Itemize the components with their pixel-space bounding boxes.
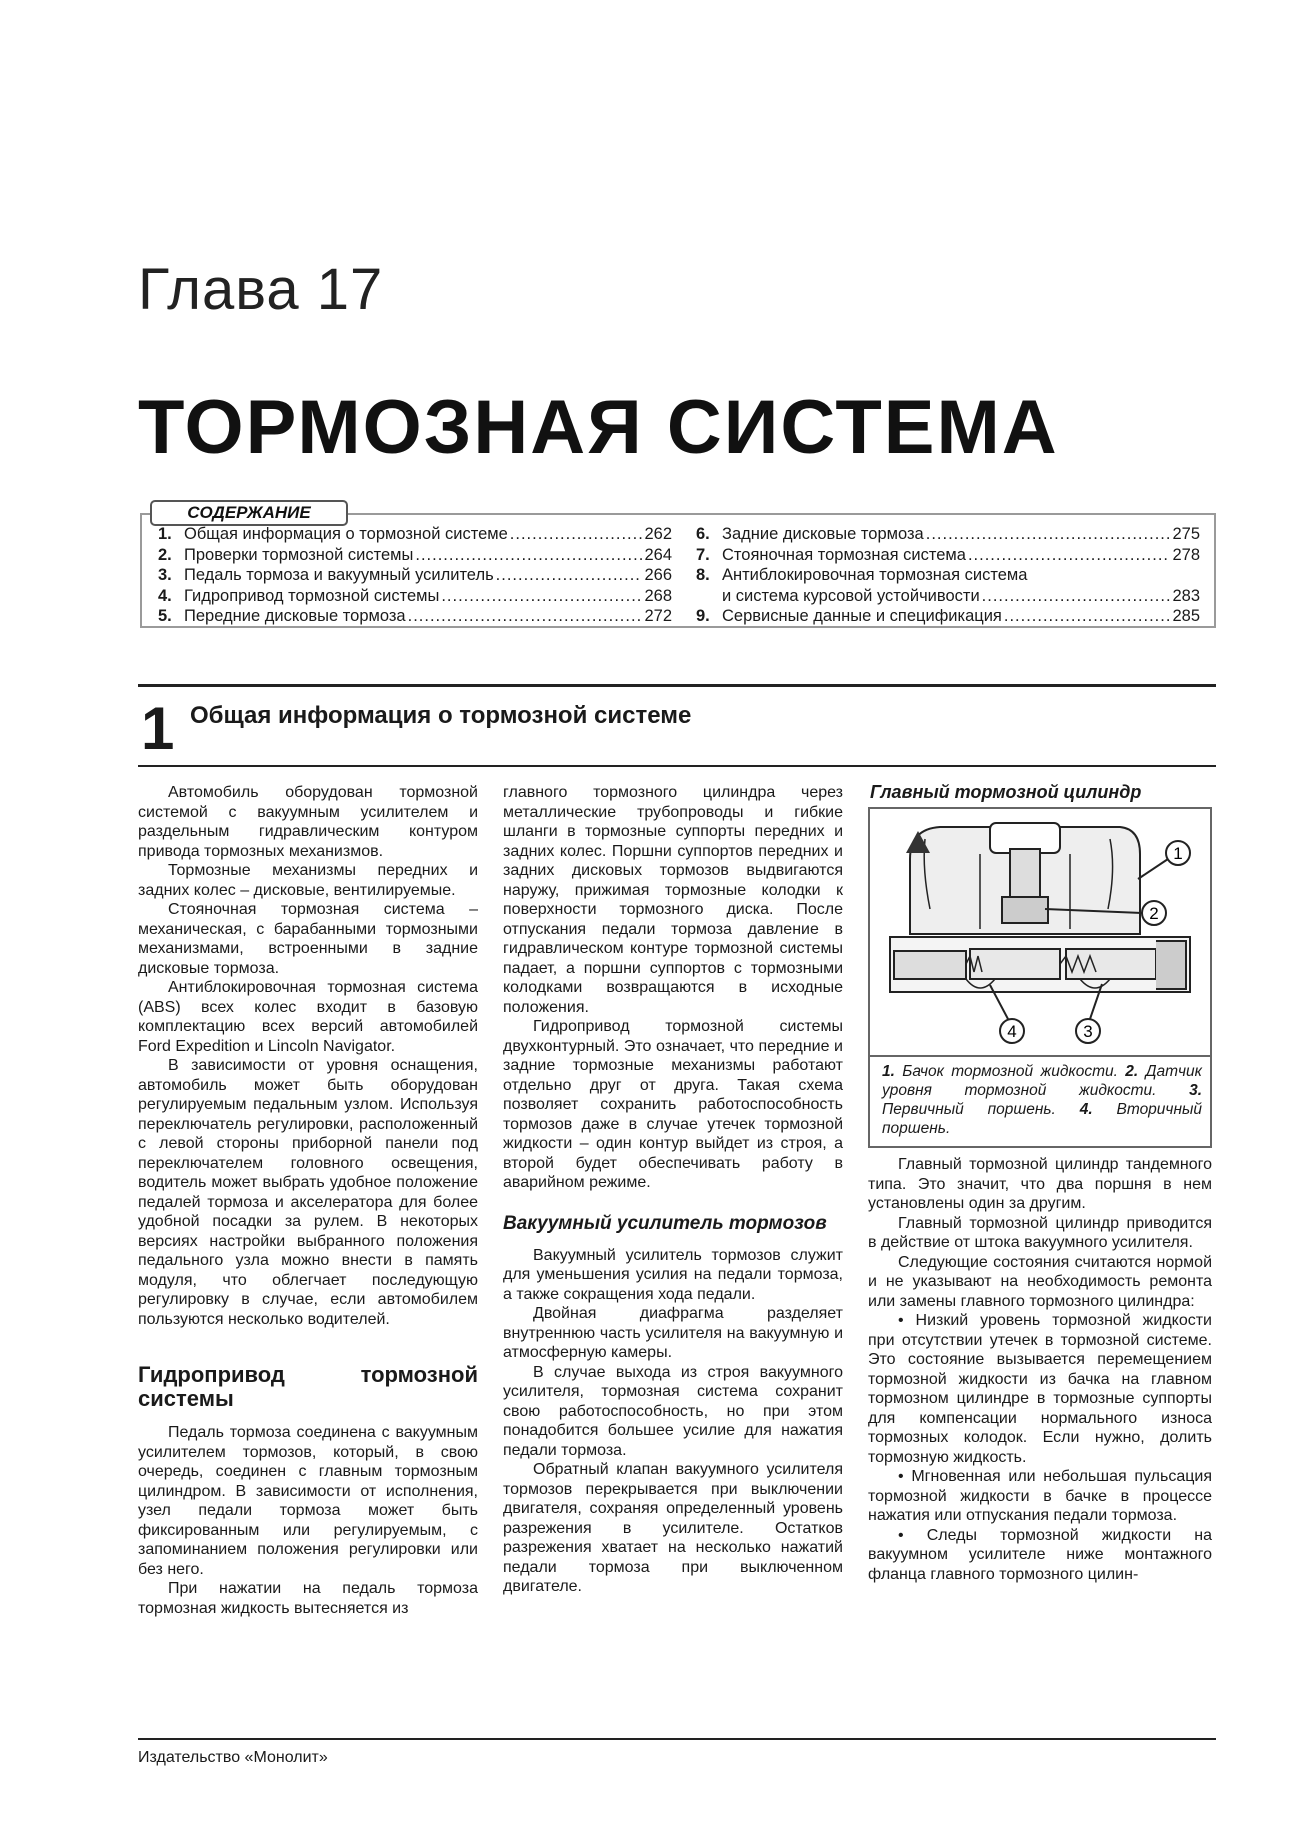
toc-leader: [415, 545, 642, 566]
paragraph: Стояночная тормозная система – механическая, с барабанными тормозными механизмами, встроенными в задние дисковые тормоза.: [138, 901, 478, 977]
text-column-1: [138, 783, 478, 1618]
toc-leader: [510, 524, 643, 545]
paragraph: Следующие состояния считаются нормой и не указывают на необходимость ремонта или замены главного тормозного цилиндра:: [868, 1253, 1212, 1310]
toc-right-column: [696, 524, 1200, 627]
toc-item-title: Проверки тормозной системы: [184, 545, 414, 564]
toc-item-number: 9.: [696, 607, 710, 625]
toc-item[interactable]: [696, 606, 1200, 627]
toc-item-title: Антиблокировочная тормозная система: [722, 566, 1028, 584]
bullet-item: • Низкий уровень тормозной жидкости при отсутствии утечек в тормозной системе. Это состояние вызывается перемещением тормозной жидкости из бачка на главном тормозном цилиндре в тормозные суппорты для компенсации нормального износа тормозных колодок. Если нужно, долить тормозную жидкость.: [868, 1312, 1212, 1466]
toc-item-number: 1.: [158, 525, 172, 543]
paragraph: Гидропривод тормозной системы двухконтурный. Это означает, что передние и задние тормозные механизмы работают отдельно друг от друга. Такая схема позволяет сохранить работоспособность тормозов даже в случае утечек тормозной жидкости – один контур выйдет из строя, а второй будет обеспечивать работу в аварийном режиме.: [503, 1018, 843, 1191]
toc-item-page: 268: [644, 586, 672, 605]
toc-item[interactable]: [158, 606, 672, 627]
toc-item-page: 264: [644, 545, 672, 564]
toc-item-number: 6.: [696, 525, 710, 543]
toc-item[interactable]: [158, 565, 672, 586]
callout-3: [1076, 1019, 1100, 1043]
toc-item[interactable]: [158, 524, 672, 545]
toc-item-number: 3.: [158, 566, 172, 584]
bullet-item: • Следы тормозной жидкости на вакуумном усилителе ниже монтажного фланца главного тормозного цилин-: [868, 1526, 1212, 1583]
toc-item-page: 275: [1172, 525, 1200, 543]
caption-text: Вторичный поршень.: [882, 1101, 1203, 1137]
toc-item-title: Передние дисковые тормоза: [184, 607, 406, 625]
paragraph: Вакуумный усилитель тормозов служит для уменьшения усилия на педали тормоза, а также сокращения хода педали.: [503, 1246, 843, 1303]
toc-item-page: 266: [644, 566, 672, 584]
section-number: 1: [141, 695, 175, 762]
subheading-hydraulic-drive: Гидропривод тормозной системы: [138, 1362, 478, 1411]
callout-4: [1000, 1019, 1024, 1043]
callout-1: [1166, 841, 1190, 865]
toc-item-page: 285: [1172, 607, 1200, 625]
toc-header: СОДЕРЖАНИЕ: [150, 500, 348, 526]
figure-divider: [868, 1055, 1212, 1057]
toc-leader: [496, 565, 643, 586]
figure-caption: [882, 1062, 1202, 1138]
toc-item[interactable]: [696, 586, 1200, 607]
toc-item-title: Стояночная тормозная система: [722, 545, 966, 564]
paragraph: Тормозные механизмы передних и задних колес – дисковые, вентилируемые.: [138, 862, 478, 899]
bullet-item: • Мгновенная или небольшая пульсация тормозной жидкости в бачке в процессе нажатия или отпускания педали тормоза.: [868, 1468, 1212, 1524]
section-top-rule: [138, 684, 1216, 687]
subheading-vacuum-booster: Вакуумный усилитель тормозов: [503, 1212, 827, 1234]
caption-number: 3.: [1156, 1082, 1202, 1099]
toc-left-column: [158, 524, 672, 627]
toc-item[interactable]: [696, 545, 1200, 566]
chapter-label: Глава 17: [138, 257, 384, 322]
toc-item[interactable]: [158, 586, 672, 607]
toc-item[interactable]: [158, 545, 672, 566]
toc-leader: [968, 545, 1171, 566]
caption-number: 2.: [1117, 1063, 1139, 1080]
toc-leader: [441, 586, 642, 607]
chapter-title: ТОРМОЗНАЯ СИСТЕМА: [138, 385, 1059, 470]
caption-text: Бачок тормозной жидкости.: [894, 1063, 1118, 1080]
paragraph: Двойная диафрагма разделяет внутреннюю часть усилителя на вакуумную и атмосферную камеры.: [503, 1305, 843, 1361]
toc-item[interactable]: [696, 565, 1200, 586]
toc-item-number: 8.: [696, 566, 710, 584]
master-cylinder-illustration: [870, 809, 1210, 1057]
paragraph: При нажатии на педаль тормоза тормозная жидкость вытесняется из: [138, 1580, 478, 1617]
toc-item-page: 272: [644, 607, 672, 625]
paragraph: В случае выхода из строя вакуумного усилителя, тормозная система сохранит свою работоспособность, но при этом понадобится большее усилие для нажатия педали тормоза.: [503, 1363, 843, 1459]
paragraph: Обратный клапан вакуумного усилителя тормозов перекрывается при выключении двигателя, сохраняя определенный уровень разрежения в усилителе. Остатков разрежения хватает на несколько нажатий педали тормоза при выключенном двигателе.: [503, 1461, 843, 1595]
text-column-2: [503, 783, 843, 1597]
toc-item-number: 2.: [158, 545, 172, 564]
toc-leader: [926, 524, 1171, 545]
svg-text:4: 4: [1007, 1022, 1017, 1041]
toc-leader: [982, 586, 1171, 607]
toc-item-page: 262: [644, 525, 672, 543]
toc-item-number: 7.: [696, 545, 710, 564]
toc-item-title: Сервисные данные и спецификация: [722, 607, 1002, 625]
paragraph: главного тормозного цилиндра через металлические трубопроводы и гибкие шланги в тормозные суппорты передних и задних колес. Поршни суппортов передних и задних дисковых тормозов выдвигаются наружу, прижимая тормозные колодки к поверхности тормозного диска. После отпускания педали тормоза давление в гидравлическом контуре тормозной системы падает, а поршни суппортов с тормозными колодками возвращаются в исходные положения.: [503, 784, 843, 1016]
text-column-3: [868, 1155, 1212, 1584]
toc-item-title: Общая информация о тормозной системе: [184, 525, 508, 543]
toc-item-title: Педаль тормоза и вакуумный усилитель: [184, 566, 494, 584]
paragraph: Педаль тормоза соединена с вакуумным усилителем тормозов, который, в свою очередь, соединен с главным тормозным цилиндром. В зависимости от исполнения, узел педали тормоза может быть фиксированным или регулируемым, с запоминанием положения регулировки или без него.: [138, 1424, 478, 1578]
paragraph: Автомобиль оборудован тормозной системой с вакуумным усилителем и раздельным гидравлическим контуром привода тормозных механизмов.: [138, 784, 478, 860]
toc-item-page: 278: [1172, 545, 1200, 564]
paragraph: Главный тормозной цилиндр приводится в действие от штока вакуумного усилителя.: [868, 1214, 1212, 1251]
toc-item-number: 4.: [158, 586, 172, 605]
toc-leader: [408, 606, 643, 627]
svg-text:2: 2: [1149, 904, 1159, 923]
toc-item-title: Гидропривод тормозной системы: [184, 586, 440, 605]
caption-number: 4.: [1055, 1101, 1093, 1118]
paragraph: Антиблокировочная тормозная система (ABS) всех колес входит в базовую комплектацию всех версий автомобилей Ford Expedition и Lincoln Navigator.: [138, 979, 478, 1055]
paragraph: Главный тормозной цилиндр тандемного типа. Это значит, что два поршня в нем установлены один за другим.: [868, 1156, 1212, 1212]
section-bottom-rule: [138, 765, 1216, 767]
toc-item-title: и система курсовой устойчивости: [722, 586, 980, 605]
caption-text: Датчик уровня тормозной жидкости.: [882, 1063, 1202, 1099]
footer-rule: [138, 1738, 1216, 1740]
section-title: Общая информация о тормозной системе: [190, 702, 692, 729]
caption-text: Первичный поршень.: [882, 1101, 1056, 1118]
toc-leader: [1004, 606, 1171, 627]
svg-text:3: 3: [1083, 1022, 1093, 1041]
toc-item[interactable]: [696, 524, 1200, 545]
toc-item-number: 5.: [158, 607, 172, 625]
caption-number: 1.: [882, 1063, 895, 1080]
publisher-footer: Издательство «Монолит»: [138, 1749, 328, 1766]
paragraph: В зависимости от уровня оснащения, автомобиль может быть оборудован регулируемым педальным узлом. Используя переключатель регулировки, расположенный с левой стороны приборной панели под переключателем головного освещения, водитель может выбрать удобное положение педалей тормоза и акселератора для более удобной посадки за рулем. В некоторых версиях настройки выбранного положения педального узла можно внести в память модуля, что облегчает последующую регулировку в случае, если автомобилем пользуются несколько водителей.: [138, 1057, 478, 1328]
toc-item-page: 283: [1172, 586, 1200, 605]
figure-title: Главный тормозной цилиндр: [870, 782, 1142, 802]
callout-2: [1142, 901, 1166, 925]
svg-text:1: 1: [1173, 844, 1183, 863]
toc-item-title: Задние дисковые тормоза: [722, 525, 924, 543]
